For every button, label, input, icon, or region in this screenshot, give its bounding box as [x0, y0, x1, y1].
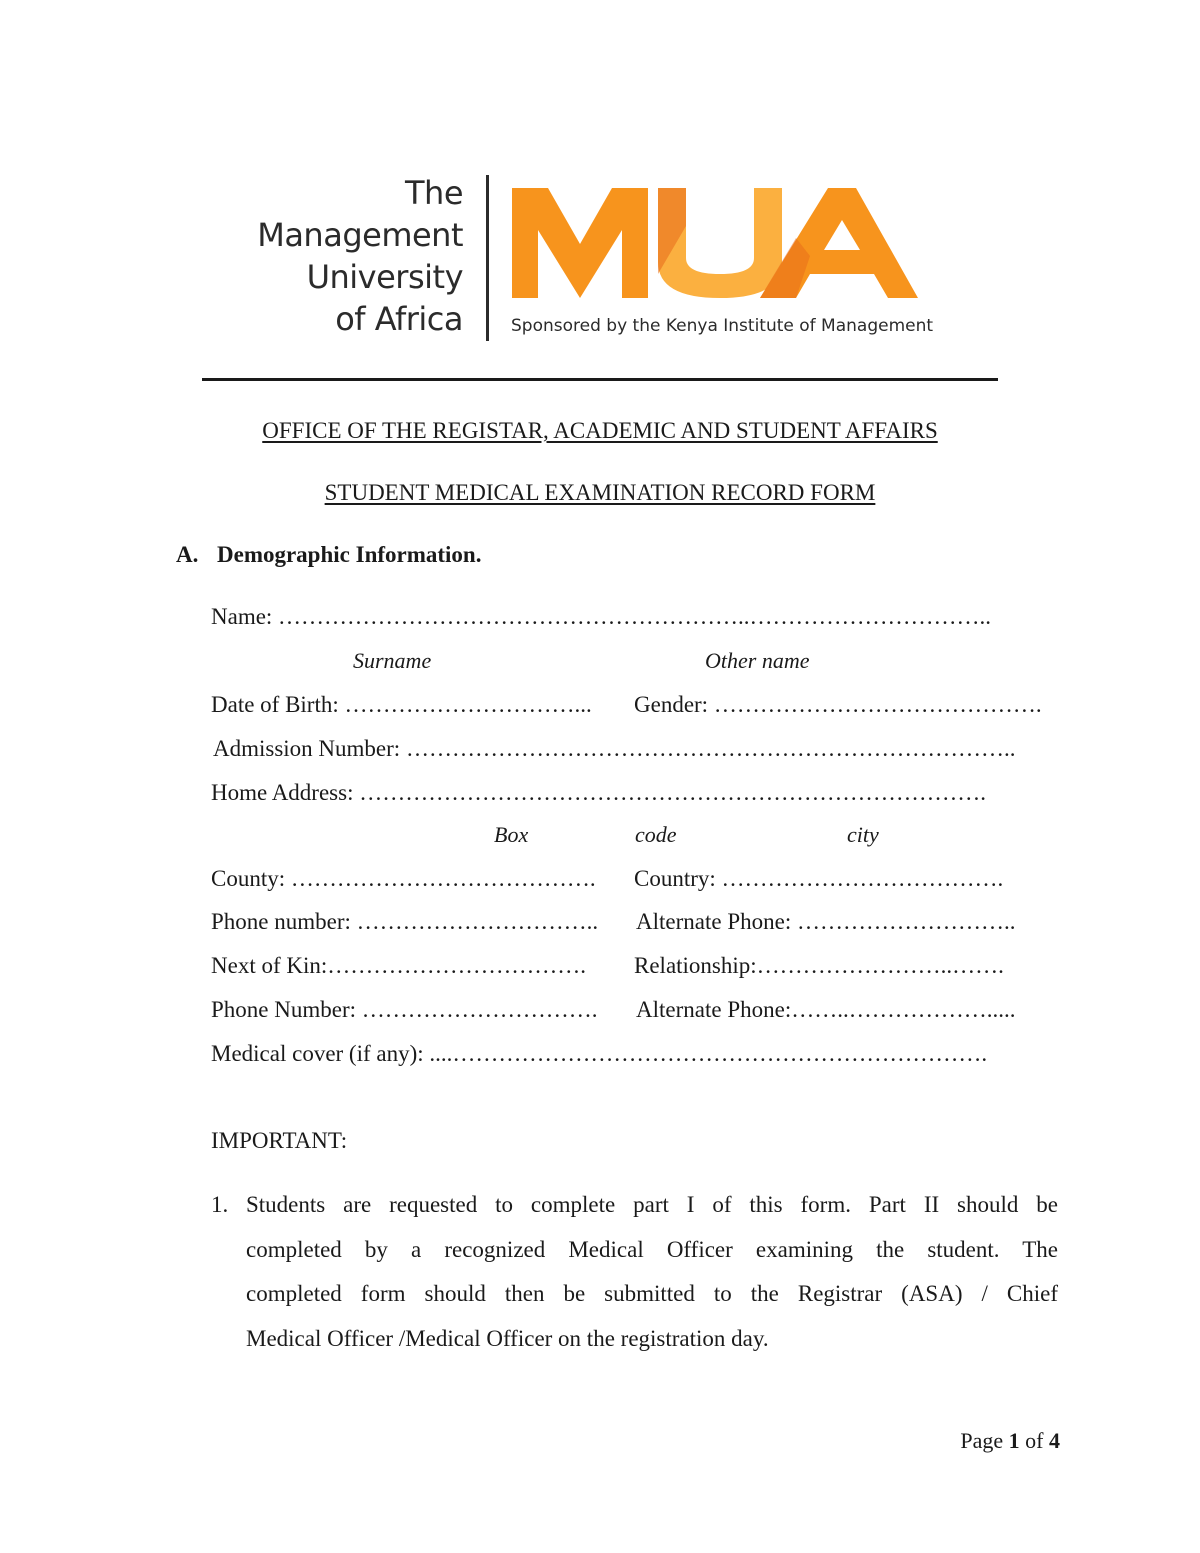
- name-field[interactable]: Name: ……………………………………………………..…………………………..: [211, 604, 992, 629]
- instruction-line: Medical Officer /Medical Officer on the registration day.: [246, 1325, 769, 1351]
- box-hint: Box: [494, 822, 529, 847]
- alternate-phone-field[interactable]: Alternate Phone: ………………………..: [636, 909, 1016, 934]
- list-number: 1.: [211, 1192, 229, 1217]
- page-number: [960, 1428, 1060, 1454]
- important-label: IMPORTANT:: [211, 1128, 348, 1153]
- date-of-birth-field[interactable]: Date of Birth: …………………………...: [211, 692, 592, 717]
- instruction-paragraph: [246, 1183, 1058, 1361]
- home-address-field[interactable]: Home Address: ……………………………………………………………………….: [211, 780, 986, 805]
- office-heading: OFFICE OF THE REGISTAR, ACADEMIC AND STUDENT AFFAIRS: [262, 418, 938, 443]
- surname-hint: Surname: [353, 648, 432, 673]
- next-of-kin-field[interactable]: Next of Kin:…………………………….: [211, 953, 587, 978]
- university-name: [257, 172, 463, 340]
- code-hint: code: [635, 822, 677, 847]
- logo-word: University: [306, 258, 463, 296]
- logo-word: of Africa: [335, 300, 463, 338]
- logo-divider: [486, 175, 489, 341]
- section-a-title: Demographic Information.: [217, 542, 482, 567]
- relationship-field[interactable]: Relationship:……………………..…….: [634, 953, 1004, 978]
- instruction-line: Students are requested to complete part I of this form. Part II should be: [246, 1192, 1058, 1217]
- kin-alternate-phone-field[interactable]: Alternate Phone:……..……………….....: [636, 997, 1016, 1022]
- county-field[interactable]: County: ………………………………….: [211, 866, 596, 891]
- instruction-line: completed form should then be submitted to the Registrar (ASA) / Chief: [246, 1281, 1058, 1306]
- page-word: Page: [960, 1428, 1004, 1453]
- phone-number-field[interactable]: Phone number: …………………………..: [211, 909, 599, 934]
- city-hint: city: [847, 822, 879, 847]
- mua-logo-mark: [510, 186, 920, 300]
- kin-phone-number-field[interactable]: Phone Number: ………………………….: [211, 997, 598, 1022]
- medical-cover-field[interactable]: Medical cover (if any): ....…………………………………………………………….: [211, 1041, 988, 1066]
- page-current: 1: [1008, 1428, 1020, 1453]
- page-total: 4: [1049, 1428, 1060, 1453]
- other-name-hint: Other name: [705, 648, 810, 673]
- country-field[interactable]: Country: ……………………………….: [634, 866, 1004, 891]
- header-rule: [202, 378, 998, 381]
- section-a-number: A.: [176, 542, 199, 567]
- logo-letter-m: [512, 188, 648, 298]
- sponsor-tagline: Sponsored by the Kenya Institute of Management: [511, 316, 934, 336]
- instruction-line: completed by a recognized Medical Officer examining the student. The: [246, 1236, 1058, 1262]
- gender-field[interactable]: Gender: …………………………………….: [634, 692, 1042, 717]
- logo-word: The: [404, 174, 463, 212]
- admission-number-field[interactable]: Admission Number: ……………………………………………………………………..: [213, 736, 1016, 761]
- form-title: STUDENT MEDICAL EXAMINATION RECORD FORM: [324, 480, 876, 505]
- of-word: of: [1025, 1428, 1044, 1453]
- logo-word: Management: [257, 216, 463, 254]
